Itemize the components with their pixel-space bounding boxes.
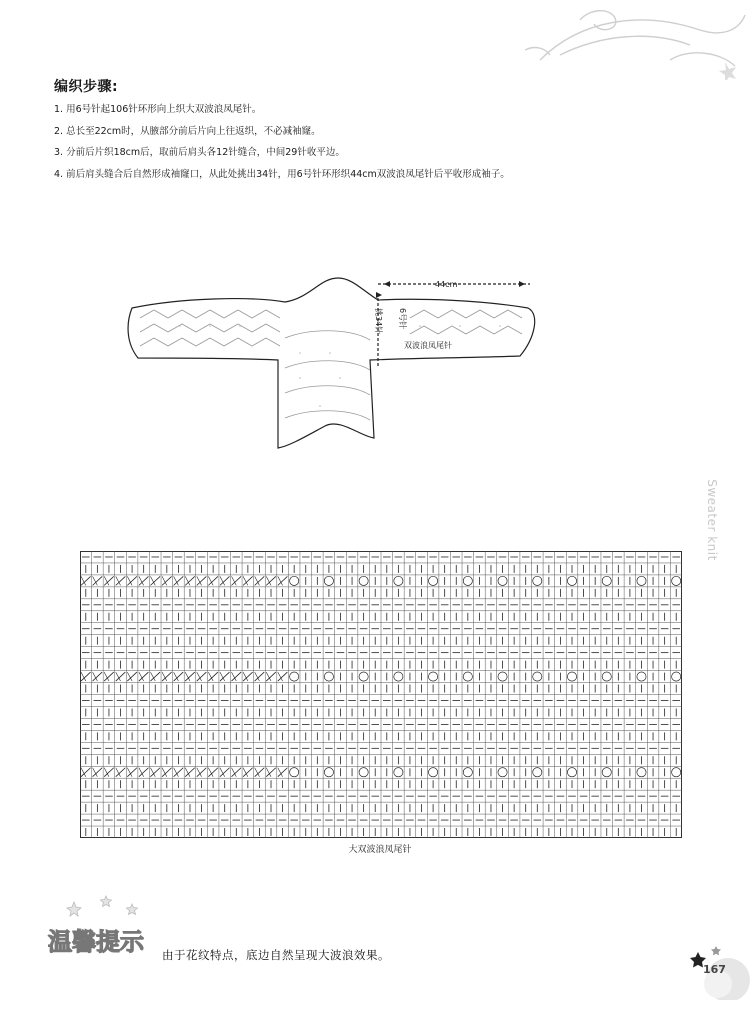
stitch-count-label: 挑34针: [374, 308, 383, 335]
page-number: 167: [703, 963, 726, 976]
stitch-chart: [80, 551, 682, 838]
garment-schematic: [120, 268, 560, 458]
step-line: 1. 用6号针起106针环形向上织大双波浪凤尾针。: [54, 104, 262, 115]
step-line: 4. 前后肩头缝合后自然形成袖窿口，从此处挑出34针，用6号针环形织44cm双波浪凤尾针后平收形成袖子。: [54, 168, 510, 180]
tip-badge: [44, 892, 164, 970]
pattern-label: 双波浪凤尾针: [404, 341, 452, 350]
tip-badge-label: 温馨提示: [48, 928, 144, 956]
side-caption: [700, 470, 724, 570]
width-label: 44cm: [435, 280, 458, 289]
sweater-knit-label: Sweater knit: [705, 479, 719, 561]
tip-text: 由于花纹特点，底边自然呈现大波浪效果。: [162, 948, 390, 962]
knitting-steps: [54, 76, 694, 190]
steps-title: 编织步骤:: [54, 79, 119, 95]
garment-outline: [128, 278, 535, 448]
step-line: 2. 总长至22cm时，从腋部分前后片向上往返织，不必减袖窿。: [54, 125, 321, 137]
corner-flourish-ornament: [520, 0, 750, 80]
needle-label: 6号针: [398, 308, 407, 330]
chart-caption: 大双波浪凤尾针: [348, 845, 412, 855]
step-line: 3. 分前后片织18cm后，取前后肩头各12针缝合，中间29针收平边。: [54, 147, 345, 158]
